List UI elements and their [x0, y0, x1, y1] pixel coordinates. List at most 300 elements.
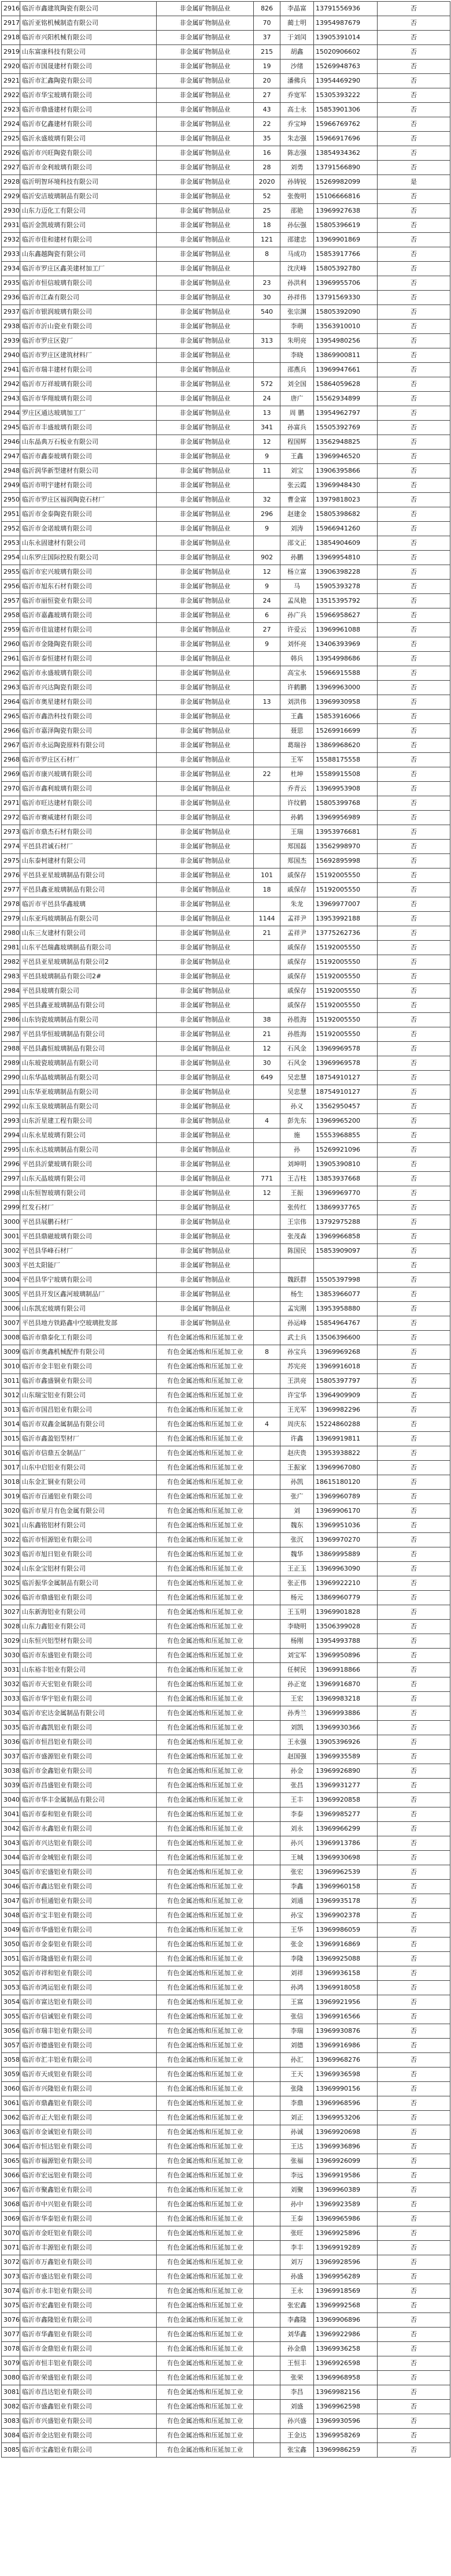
row-number: 3082 — [2, 2400, 20, 2414]
contact-phone: 13969930596 — [314, 2414, 378, 2429]
contact-person: 孙胜海 — [280, 1027, 314, 1042]
company-name: 平邑县鼎磁玻璃有限公司 — [20, 1230, 157, 1244]
row-number: 2929 — [2, 190, 20, 204]
contact-person: 邵建忠 — [280, 233, 314, 247]
row-number: 2984 — [2, 984, 20, 999]
key-unit-flag: 否 — [378, 161, 450, 175]
industry-category: 非金属矿物制品业 — [157, 348, 254, 363]
table-row — [2, 1143, 450, 1157]
contact-phone: 13969935589 — [314, 1750, 378, 1764]
company-name: 临沂市昌盛铝业有限公司 — [20, 1779, 157, 1793]
company-name: 临沂市银润玻璃有限公司 — [20, 305, 157, 320]
table-row — [2, 666, 450, 681]
company-name: 临沂市富达铝业有限公司 — [20, 1995, 157, 2010]
table-row — [2, 681, 450, 695]
industry-category: 有色金属冶炼和压延加工业 — [157, 1779, 254, 1793]
key-unit-flag: 否 — [378, 117, 450, 132]
quantity-value — [254, 1692, 280, 1706]
quantity-value — [254, 2429, 280, 2443]
industry-category: 有色金属冶炼和压延加工业 — [157, 1504, 254, 1519]
table-row — [2, 1764, 450, 1779]
contact-person: 陈志强 — [280, 146, 314, 161]
key-unit-flag: 否 — [378, 1547, 450, 1562]
key-unit-flag: 否 — [378, 2169, 450, 2183]
contact-phone: 13954469290 — [314, 74, 378, 88]
key-unit-flag: 否 — [378, 2328, 450, 2342]
row-number: 2932 — [2, 233, 20, 247]
quantity-value — [254, 2039, 280, 2053]
industry-category: 非金属矿物制品业 — [157, 1013, 254, 1027]
contact-person: 唐广 — [280, 392, 314, 406]
key-unit-flag: 否 — [378, 421, 450, 435]
key-unit-flag: 否 — [378, 1389, 450, 1403]
row-number: 3053 — [2, 1981, 20, 1995]
company-name: 平邑县君诚石材厂 — [20, 840, 157, 854]
contact-phone: 13969966858 — [314, 1230, 378, 1244]
quantity-value — [254, 1620, 280, 1634]
company-name: 平邑太阳能厂 — [20, 1259, 157, 1273]
company-name: 临沂市百通铝业有限公司 — [20, 1490, 157, 1504]
row-number: 3007 — [2, 1316, 20, 1331]
industry-category: 非金属矿物制品业 — [157, 738, 254, 753]
contact-person: 王正玉 — [280, 1562, 314, 1576]
company-name: 山东裕丰铝业有限公司 — [20, 1663, 157, 1677]
table-row — [2, 984, 450, 999]
key-unit-flag: 否 — [378, 1085, 450, 1100]
contact-phone: 15224860288 — [314, 1417, 378, 1432]
industry-category: 非金属矿物制品业 — [157, 276, 254, 291]
company-name: 临沂市天宏铝业有限公司 — [20, 1677, 157, 1692]
key-unit-flag: 否 — [378, 363, 450, 377]
table-row — [2, 2154, 450, 2169]
key-unit-flag: 否 — [378, 1937, 450, 1952]
quantity-value — [254, 478, 280, 493]
contact-person: 沈庆峰 — [280, 262, 314, 276]
contact-person: 王城 — [280, 1851, 314, 1865]
key-unit-flag: 否 — [378, 2241, 450, 2255]
key-unit-flag: 否 — [378, 2371, 450, 2385]
industry-category: 有色金属冶炼和压延加工业 — [157, 2313, 254, 2328]
key-unit-flag: 否 — [378, 2024, 450, 2039]
contact-phone: 13506399028 — [314, 1620, 378, 1634]
table-row — [2, 1663, 450, 1677]
contact-phone: 13969925896 — [314, 2226, 378, 2241]
row-number: 2961 — [2, 652, 20, 666]
table-row — [2, 2371, 450, 2385]
table-row — [2, 2140, 450, 2154]
contact-phone: 13562950457 — [314, 1100, 378, 1114]
contact-person: 张宗渊 — [280, 305, 314, 320]
industry-category: 非金属矿物制品业 — [157, 1143, 254, 1157]
row-number: 3029 — [2, 1634, 20, 1649]
contact-phone: 15192005550 — [314, 955, 378, 970]
industry-category: 非金属矿物制品业 — [157, 31, 254, 45]
contact-person: 赵庆贵 — [280, 1446, 314, 1461]
quantity-value: 27 — [254, 623, 280, 637]
industry-category: 非金属矿物制品业 — [157, 1172, 254, 1186]
contact-person: 吴忠慧 — [280, 1085, 314, 1100]
key-unit-flag: 否 — [378, 1880, 450, 1894]
industry-category: 非金属矿物制品业 — [157, 1215, 254, 1230]
contact-person: 邵艳 — [280, 204, 314, 218]
industry-category: 有色金属冶炼和压延加工业 — [157, 1851, 254, 1865]
company-name: 临沂市泰和铝业有限公司 — [20, 1807, 157, 1822]
company-name: 临沂亚铭机械制造有限公司 — [20, 16, 157, 31]
industry-category: 有色金属冶炼和压延加工业 — [157, 1374, 254, 1389]
contact-phone: 13969925088 — [314, 1952, 378, 1966]
contact-person: 王瑞 — [280, 825, 314, 840]
row-number: 2976 — [2, 868, 20, 883]
company-name: 山东中启铝业有限公司 — [20, 1461, 157, 1475]
row-number: 3038 — [2, 1764, 20, 1779]
contact-phone: 13969982156 — [314, 2385, 378, 2400]
company-name: 临沂市鼎杰石材有限公司 — [20, 825, 157, 840]
row-number: 2926 — [2, 146, 20, 161]
row-number: 2960 — [2, 637, 20, 652]
contact-phone: 13969968596 — [314, 2096, 378, 2111]
company-name: 山东罗庄国际控股有限公司 — [20, 551, 157, 565]
quantity-value — [254, 724, 280, 738]
quantity-value: 24 — [254, 594, 280, 608]
key-unit-flag: 否 — [378, 2226, 450, 2241]
contact-phone: 13969928596 — [314, 2255, 378, 2270]
industry-category: 有色金属冶炼和压延加工业 — [157, 1605, 254, 1620]
quantity-value — [254, 738, 280, 753]
key-unit-flag: 否 — [378, 666, 450, 681]
table-row — [2, 363, 450, 377]
contact-person: 刘洪伟 — [280, 695, 314, 710]
table-row — [2, 1966, 450, 1981]
contact-phone: 15020906602 — [314, 45, 378, 60]
company-name: 临沂市鸿运铝业有限公司 — [20, 1981, 157, 1995]
company-name: 临沂市鼎盛建材有限公司 — [20, 103, 157, 117]
contact-person: 张宏鑫 — [280, 2299, 314, 2313]
row-number: 3005 — [2, 1287, 20, 1302]
table-row — [2, 1129, 450, 1143]
industry-category: 非金属矿物制品业 — [157, 695, 254, 710]
table-row — [2, 1779, 450, 1793]
company-name: 山东恒智玻璃有限公司 — [20, 1186, 157, 1201]
contact-person: 张信 — [280, 2010, 314, 2024]
table-row — [2, 2111, 450, 2125]
key-unit-flag: 否 — [378, 1114, 450, 1129]
row-number: 2946 — [2, 435, 20, 450]
row-number: 2945 — [2, 421, 20, 435]
key-unit-flag: 否 — [378, 1909, 450, 1923]
contact-person: 乔青云 — [280, 782, 314, 796]
row-number: 2944 — [2, 406, 20, 421]
contact-phone: 13969960789 — [314, 1490, 378, 1504]
row-number: 2996 — [2, 1157, 20, 1172]
contact-person: 石风金 — [280, 1056, 314, 1071]
quantity-value — [254, 1764, 280, 1779]
contact-phone: 15192005550 — [314, 868, 378, 883]
industry-category: 非金属矿物制品业 — [157, 262, 254, 276]
quantity-value: 4 — [254, 1417, 280, 1432]
industry-category: 非金属矿物制品业 — [157, 840, 254, 854]
company-name: 临沂市东盛铝业有限公司 — [20, 1649, 157, 1663]
key-unit-flag: 否 — [378, 999, 450, 1013]
company-name: 临沂市恒信玻璃有限公司 — [20, 276, 157, 291]
quantity-value — [254, 2284, 280, 2299]
contact-person: 郑国磊 — [280, 840, 314, 854]
contact-person: 孙中 — [280, 2198, 314, 2212]
table-row — [2, 2313, 450, 2328]
industry-category: 有色金属冶炼和压延加工业 — [157, 1923, 254, 1937]
key-unit-flag: 否 — [378, 2068, 450, 2082]
industry-category: 非金属矿物制品业 — [157, 854, 254, 868]
key-unit-flag: 否 — [378, 1042, 450, 1056]
industry-category: 非金属矿物制品业 — [157, 1316, 254, 1331]
quantity-value — [254, 2024, 280, 2039]
industry-category: 有色金属冶炼和压延加工业 — [157, 1663, 254, 1677]
contact-phone: 13969930876 — [314, 2024, 378, 2039]
quantity-value — [254, 2400, 280, 2414]
contact-person: 苏宪亮 — [280, 1360, 314, 1374]
key-unit-flag: 否 — [378, 2082, 450, 2096]
row-number: 2962 — [2, 666, 20, 681]
contact-phone: 15192005550 — [314, 970, 378, 984]
industry-category: 非金属矿物制品业 — [157, 2, 254, 16]
industry-category: 有色金属冶炼和压延加工业 — [157, 2284, 254, 2299]
table-row — [2, 536, 450, 551]
table-row — [2, 868, 450, 883]
contact-phone: 15966917696 — [314, 132, 378, 146]
contact-person: 李昌 — [280, 2385, 314, 2400]
contact-person: 赵建金 — [280, 507, 314, 522]
contact-person: 戚保存 — [280, 868, 314, 883]
contact-person: 杨元 — [280, 1591, 314, 1605]
industry-category: 有色金属冶炼和压延加工业 — [157, 1880, 254, 1894]
contact-phone: 13954980256 — [314, 334, 378, 348]
contact-person: 彭先东 — [280, 1114, 314, 1129]
row-number: 3062 — [2, 2111, 20, 2125]
contact-phone: 13953992188 — [314, 912, 378, 926]
contact-phone: 13563910010 — [314, 320, 378, 334]
industry-category: 有色金属冶炼和压延加工业 — [157, 2241, 254, 2255]
quantity-value — [254, 2053, 280, 2068]
contact-person: 刘华鑫 — [280, 2328, 314, 2342]
key-unit-flag: 否 — [378, 16, 450, 31]
key-unit-flag: 否 — [378, 912, 450, 926]
industry-category: 非金属矿物制品业 — [157, 493, 254, 507]
row-number: 3030 — [2, 1649, 20, 1663]
key-unit-flag: 否 — [378, 450, 450, 464]
contact-person: 许鹤鹏 — [280, 681, 314, 695]
table-row — [2, 2024, 450, 2039]
industry-category: 有色金属冶炼和压延加工业 — [157, 2385, 254, 2400]
company-name: 山东沂星建工程有限公司 — [20, 1114, 157, 1129]
quantity-value — [254, 1490, 280, 1504]
row-number: 3081 — [2, 2385, 20, 2400]
industry-category: 非金属矿物制品业 — [157, 103, 254, 117]
contact-phone: 13869960779 — [314, 1591, 378, 1605]
quantity-value — [254, 1389, 280, 1403]
contact-phone: 13969966299 — [314, 1822, 378, 1836]
contact-phone: 13969930366 — [314, 1721, 378, 1735]
company-name: 临沂市金达铝业有限公司 — [20, 2429, 157, 2443]
company-name: 平邑县沂蒙玻璃有限公司 — [20, 1157, 157, 1172]
contact-person: 赵国强 — [280, 1750, 314, 1764]
company-name: 临沂市盛源铝业有限公司 — [20, 1750, 157, 1764]
quantity-value — [254, 1129, 280, 1143]
company-name: 临沂市鑫盈铝型材厂 — [20, 1432, 157, 1446]
key-unit-flag: 否 — [378, 45, 450, 60]
contact-person: 孙 — [280, 1143, 314, 1157]
row-number: 2957 — [2, 594, 20, 608]
key-unit-flag: 否 — [378, 1966, 450, 1981]
industry-category: 有色金属冶炼和压延加工业 — [157, 2053, 254, 2068]
industry-category: 有色金属冶炼和压延加工业 — [157, 2198, 254, 2212]
table-row — [2, 2183, 450, 2198]
company-name: 临沂市亿鑫建材有限公司 — [20, 117, 157, 132]
industry-category: 有色金属冶炼和压延加工业 — [157, 2443, 254, 2458]
contact-phone: 13969931277 — [314, 1779, 378, 1793]
contact-phone: 13969986059 — [314, 1923, 378, 1937]
contact-phone: 13969993886 — [314, 1706, 378, 1721]
contact-phone: 15853916066 — [314, 710, 378, 724]
company-name: 临沂市金诚铝业有限公司 — [20, 2125, 157, 2140]
contact-phone: 15269921096 — [314, 1143, 378, 1157]
company-name: 临沂市奥鑫机械配件有限公司 — [20, 1345, 157, 1360]
contact-person: 张宝鑫 — [280, 2443, 314, 2458]
company-name: 临沂市华鑫铝业有限公司 — [20, 2328, 157, 2342]
quantity-value: 902 — [254, 551, 280, 565]
table-row — [2, 45, 450, 60]
industry-category: 非金属矿物制品业 — [157, 782, 254, 796]
quantity-value — [254, 796, 280, 811]
quantity-value: 826 — [254, 2, 280, 16]
registry-sheet — [1, 1, 450, 2458]
contact-person: 杨生 — [280, 1287, 314, 1302]
quantity-value — [254, 2414, 280, 2429]
row-number: 3037 — [2, 1750, 20, 1764]
contact-phone: 13979818023 — [314, 493, 378, 507]
contact-phone: 13969950896 — [314, 1649, 378, 1663]
key-unit-flag: 否 — [378, 1533, 450, 1547]
industry-category: 有色金属冶炼和压延加工业 — [157, 1360, 254, 1374]
contact-phone: 13969918866 — [314, 1663, 378, 1677]
industry-category: 非金属矿物制品业 — [157, 580, 254, 594]
table-row — [2, 132, 450, 146]
row-number: 3039 — [2, 1779, 20, 1793]
contact-person: 孙金鼎 — [280, 2342, 314, 2356]
company-name: 山东玻瓷玻璃制品有限公司 — [20, 1056, 157, 1071]
company-name: 临沂市鼎盛铝业有限公司 — [20, 1591, 157, 1605]
company-name: 临沂市康兴玻璃有限公司 — [20, 767, 157, 782]
contact-person: 杨刚 — [280, 1634, 314, 1649]
key-unit-flag: 否 — [378, 2039, 450, 2053]
table-row — [2, 1880, 450, 1894]
quantity-value — [254, 1446, 280, 1461]
row-number: 3020 — [2, 1504, 20, 1519]
key-unit-flag: 否 — [378, 190, 450, 204]
key-unit-flag: 否 — [378, 1244, 450, 1259]
contact-phone: 13969961088 — [314, 623, 378, 637]
contact-person: 王光军 — [280, 1403, 314, 1417]
quantity-value: 22 — [254, 767, 280, 782]
table-row — [2, 190, 450, 204]
quantity-value — [254, 1475, 280, 1490]
table-row — [2, 2429, 450, 2443]
key-unit-flag: 否 — [378, 2284, 450, 2299]
company-name: 临沂市鼎鑫铝业有限公司 — [20, 2096, 157, 2111]
company-name: 临沂市鑫利玻璃有限公司 — [20, 782, 157, 796]
industry-category: 有色金属冶炼和压延加工业 — [157, 1865, 254, 1880]
contact-phone: 13969955706 — [314, 276, 378, 291]
key-unit-flag: 否 — [378, 2356, 450, 2371]
table-row — [2, 1259, 450, 1273]
key-unit-flag: 否 — [378, 1779, 450, 1793]
company-name: 临沂市金旺铝业有限公司 — [20, 2226, 157, 2241]
contact-phone: 13969977007 — [314, 897, 378, 912]
table-row — [2, 637, 450, 652]
quantity-value — [254, 320, 280, 334]
quantity-value — [254, 1576, 280, 1591]
row-number: 2972 — [2, 811, 20, 825]
industry-category: 非金属矿物制品业 — [157, 146, 254, 161]
row-number: 2981 — [2, 941, 20, 955]
contact-phone: 13969963090 — [314, 1562, 378, 1576]
row-number: 3031 — [2, 1663, 20, 1677]
quantity-value: 22 — [254, 117, 280, 132]
industry-category: 有色金属冶炼和压延加工业 — [157, 1461, 254, 1475]
contact-person: 魏东 — [280, 1519, 314, 1533]
table-row — [2, 1302, 450, 1316]
table-row — [2, 522, 450, 536]
industry-category: 有色金属冶炼和压延加工业 — [157, 1649, 254, 1663]
row-number: 2970 — [2, 782, 20, 796]
contact-person: 高士永 — [280, 103, 314, 117]
key-unit-flag: 否 — [378, 782, 450, 796]
table-row — [2, 1331, 450, 1345]
industry-category: 非金属矿物制品业 — [157, 666, 254, 681]
table-row — [2, 392, 450, 406]
quantity-value — [254, 2010, 280, 2024]
industry-category: 非金属矿物制品业 — [157, 1042, 254, 1056]
contact-person: 潘佛兵 — [280, 74, 314, 88]
company-name: 临沂市罗庄区福润陶瓷石材厂 — [20, 493, 157, 507]
company-name: 临沂市荣盛铝业有限公司 — [20, 2371, 157, 2385]
industry-category: 有色金属冶炼和压延加工业 — [157, 1331, 254, 1345]
table-row — [2, 1750, 450, 1764]
key-unit-flag: 否 — [378, 1287, 450, 1302]
quantity-value — [254, 840, 280, 854]
company-name: 临沂市鑫建筑陶瓷有限公司 — [20, 2, 157, 16]
contact-phone: 13775262736 — [314, 926, 378, 941]
row-number: 3051 — [2, 1952, 20, 1966]
industry-category: 非金属矿物制品业 — [157, 435, 254, 450]
company-name: 平邑县玻璃有限公司 — [20, 984, 157, 999]
row-number: 3066 — [2, 2169, 20, 2183]
table-row — [2, 608, 450, 623]
company-name: 临沂市沂山瓷业有限公司 — [20, 320, 157, 334]
company-name: 山东亚玛玻璃制品有限公司 — [20, 912, 157, 926]
table-row — [2, 1027, 450, 1042]
quantity-value — [254, 1735, 280, 1750]
table-row — [2, 146, 450, 161]
industry-category: 有色金属冶炼和压延加工业 — [157, 2255, 254, 2270]
company-name: 临沂市旭东石材有限公司 — [20, 580, 157, 594]
key-unit-flag: 否 — [378, 1316, 450, 1331]
table-row — [2, 2096, 450, 2111]
table-row — [2, 60, 450, 74]
industry-category: 有色金属冶炼和压延加工业 — [157, 1432, 254, 1446]
row-number: 3046 — [2, 1880, 20, 1894]
contact-person: 邵文正 — [280, 536, 314, 551]
row-number: 3060 — [2, 2082, 20, 2096]
quantity-value — [254, 1244, 280, 1259]
